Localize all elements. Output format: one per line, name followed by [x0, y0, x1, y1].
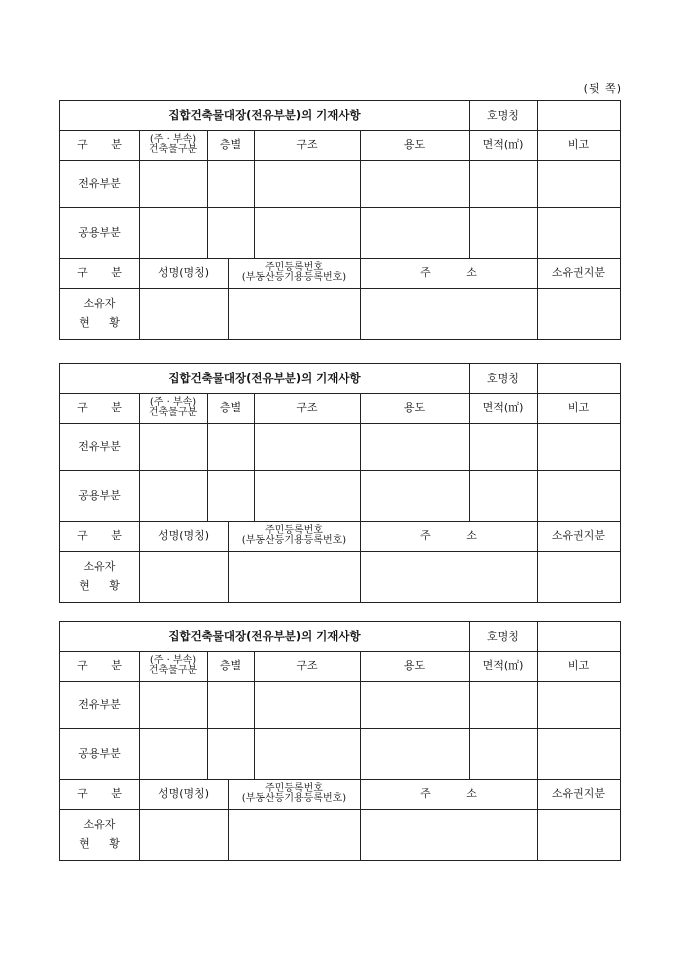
- unit-name-field[interactable]: [537, 622, 620, 651]
- owner-status-label-line1: 소유자: [83, 296, 116, 310]
- owner-name-header: 성명(명칭): [157, 529, 210, 543]
- exclusive-part-label: 전유부분: [78, 439, 121, 453]
- owner-id-header-line2: (부동산등기용등록번호): [241, 272, 347, 283]
- owner-share-header: 소유권지분: [551, 787, 606, 801]
- building-type-header-line1: (주 · 부속): [149, 655, 197, 666]
- area-header: 면적(㎡): [482, 659, 524, 673]
- exclusive-part-label: 전유부분: [78, 176, 121, 190]
- exclusive-note-cell[interactable]: [537, 681, 620, 728]
- owner-address-header: 주 소: [420, 529, 493, 543]
- exclusive-floor-cell[interactable]: [207, 423, 254, 470]
- owner-address-cell[interactable]: [360, 551, 537, 602]
- owner-status-label-line1: 소유자: [83, 817, 116, 831]
- owner-id-cell[interactable]: [228, 288, 360, 339]
- common-note-cell[interactable]: [537, 207, 620, 258]
- common-floor-cell[interactable]: [207, 207, 254, 258]
- owner-address-cell[interactable]: [360, 809, 537, 860]
- building-type-header-line2: 건축물구분: [148, 144, 198, 155]
- register-record-table-3: [59, 621, 621, 861]
- common-usage-cell[interactable]: [360, 207, 469, 258]
- owner-name-cell[interactable]: [139, 809, 228, 860]
- common-area-cell[interactable]: [469, 470, 537, 521]
- division-header: 구 분: [77, 659, 132, 673]
- common-structure-cell[interactable]: [254, 470, 360, 521]
- owner-name-cell[interactable]: [139, 551, 228, 602]
- owner-name-header: 성명(명칭): [157, 787, 210, 801]
- common-area-cell[interactable]: [469, 207, 537, 258]
- building-type-header-line2: 건축물구분: [148, 407, 198, 418]
- area-header: 면적(㎡): [482, 138, 524, 152]
- floor-header: 층별: [219, 138, 242, 152]
- exclusive-note-cell[interactable]: [537, 160, 620, 207]
- owner-division-header: 구 분: [77, 787, 132, 801]
- unit-name-label: 호명칭: [487, 629, 519, 643]
- owner-id-header-line1: 주민등록번호: [265, 262, 323, 273]
- exclusive-structure-cell[interactable]: [254, 160, 360, 207]
- owner-status-label: [60, 809, 139, 860]
- common-building-type-cell[interactable]: [139, 207, 207, 258]
- exclusive-building-type-cell[interactable]: [139, 423, 207, 470]
- record-title: 집합건축물대장(전유부분)의 기재사항: [168, 108, 361, 123]
- owner-division-header: 구 분: [77, 266, 132, 280]
- owner-status-label: [60, 288, 139, 339]
- register-record-table-2: [59, 363, 621, 603]
- unit-name-label: 호명칭: [487, 371, 519, 385]
- owner-division-header: 구 분: [77, 529, 132, 543]
- exclusive-floor-cell[interactable]: [207, 681, 254, 728]
- common-part-label: 공용부분: [78, 746, 121, 760]
- page-side-label: (뒷 쪽): [583, 82, 622, 95]
- note-header: 비고: [567, 138, 590, 152]
- owner-share-cell[interactable]: [537, 551, 620, 602]
- common-floor-cell[interactable]: [207, 728, 254, 779]
- exclusive-structure-cell[interactable]: [254, 681, 360, 728]
- common-note-cell[interactable]: [537, 728, 620, 779]
- owner-share-header: 소유권지분: [551, 266, 606, 280]
- common-area-cell[interactable]: [469, 728, 537, 779]
- common-structure-cell[interactable]: [254, 728, 360, 779]
- exclusive-area-cell[interactable]: [469, 681, 537, 728]
- owner-status-label-line1: 소유자: [83, 559, 116, 573]
- common-building-type-cell[interactable]: [139, 470, 207, 521]
- owner-name-cell[interactable]: [139, 288, 228, 339]
- owner-id-cell[interactable]: [228, 809, 360, 860]
- note-header: 비고: [567, 401, 590, 415]
- record-title: 집합건축물대장(전유부분)의 기재사항: [168, 371, 361, 386]
- unit-name-field[interactable]: [537, 364, 620, 393]
- owner-id-header-line1: 주민등록번호: [265, 525, 323, 536]
- owner-id-header-line1: 주민등록번호: [265, 783, 323, 794]
- exclusive-building-type-cell[interactable]: [139, 681, 207, 728]
- common-structure-cell[interactable]: [254, 207, 360, 258]
- common-building-type-cell[interactable]: [139, 728, 207, 779]
- exclusive-note-cell[interactable]: [537, 423, 620, 470]
- exclusive-structure-cell[interactable]: [254, 423, 360, 470]
- exclusive-floor-cell[interactable]: [207, 160, 254, 207]
- exclusive-area-cell[interactable]: [469, 423, 537, 470]
- owner-share-cell[interactable]: [537, 809, 620, 860]
- owner-share-header: 소유권지분: [551, 529, 606, 543]
- floor-header: 층별: [219, 659, 242, 673]
- exclusive-area-cell[interactable]: [469, 160, 537, 207]
- unit-name-field[interactable]: [537, 101, 620, 130]
- exclusive-building-type-cell[interactable]: [139, 160, 207, 207]
- owner-share-cell[interactable]: [537, 288, 620, 339]
- usage-header: 용도: [403, 659, 426, 673]
- usage-header: 용도: [403, 401, 426, 415]
- record-title: 집합건축물대장(전유부분)의 기재사항: [168, 629, 361, 644]
- division-header: 구 분: [77, 138, 132, 152]
- owner-address-header: 주 소: [420, 266, 493, 280]
- building-type-header-line1: (주 · 부속): [149, 397, 197, 408]
- structure-header: 구조: [296, 659, 318, 673]
- owner-id-header: [228, 521, 360, 551]
- owner-name-header: 성명(명칭): [157, 266, 210, 280]
- common-usage-cell[interactable]: [360, 470, 469, 521]
- structure-header: 구조: [296, 138, 318, 152]
- owner-address-cell[interactable]: [360, 288, 537, 339]
- owner-id-cell[interactable]: [228, 551, 360, 602]
- common-floor-cell[interactable]: [207, 470, 254, 521]
- exclusive-usage-cell[interactable]: [360, 423, 469, 470]
- unit-name-label: 호명칭: [487, 108, 519, 122]
- common-note-cell[interactable]: [537, 470, 620, 521]
- building-type-header: [139, 130, 207, 160]
- floor-header: 층별: [219, 401, 242, 415]
- owner-status-label-line2: 현 황: [79, 578, 128, 592]
- owner-status-label-line2: 현 황: [79, 315, 128, 329]
- usage-header: 용도: [403, 138, 426, 152]
- area-header: 면적(㎡): [482, 401, 524, 415]
- exclusive-usage-cell[interactable]: [360, 160, 469, 207]
- common-part-label: 공용부분: [78, 488, 121, 502]
- building-type-header: [139, 651, 207, 681]
- owner-id-header-line2: (부동산등기용등록번호): [241, 535, 347, 546]
- common-usage-cell[interactable]: [360, 728, 469, 779]
- owner-status-label: [60, 551, 139, 602]
- exclusive-usage-cell[interactable]: [360, 681, 469, 728]
- exclusive-part-label: 전유부분: [78, 697, 121, 711]
- building-type-header: [139, 393, 207, 423]
- register-record-table-1: [59, 100, 621, 340]
- owner-id-header-line2: (부동산등기용등록번호): [241, 793, 347, 804]
- common-part-label: 공용부분: [78, 225, 121, 239]
- owner-status-label-line2: 현 황: [79, 836, 128, 850]
- building-type-header-line2: 건축물구분: [148, 665, 198, 676]
- note-header: 비고: [567, 659, 590, 673]
- division-header: 구 분: [77, 401, 132, 415]
- owner-id-header: [228, 258, 360, 288]
- structure-header: 구조: [296, 401, 318, 415]
- owner-id-header: [228, 779, 360, 809]
- owner-address-header: 주 소: [420, 787, 493, 801]
- building-type-header-line1: (주 · 부속): [149, 134, 197, 145]
